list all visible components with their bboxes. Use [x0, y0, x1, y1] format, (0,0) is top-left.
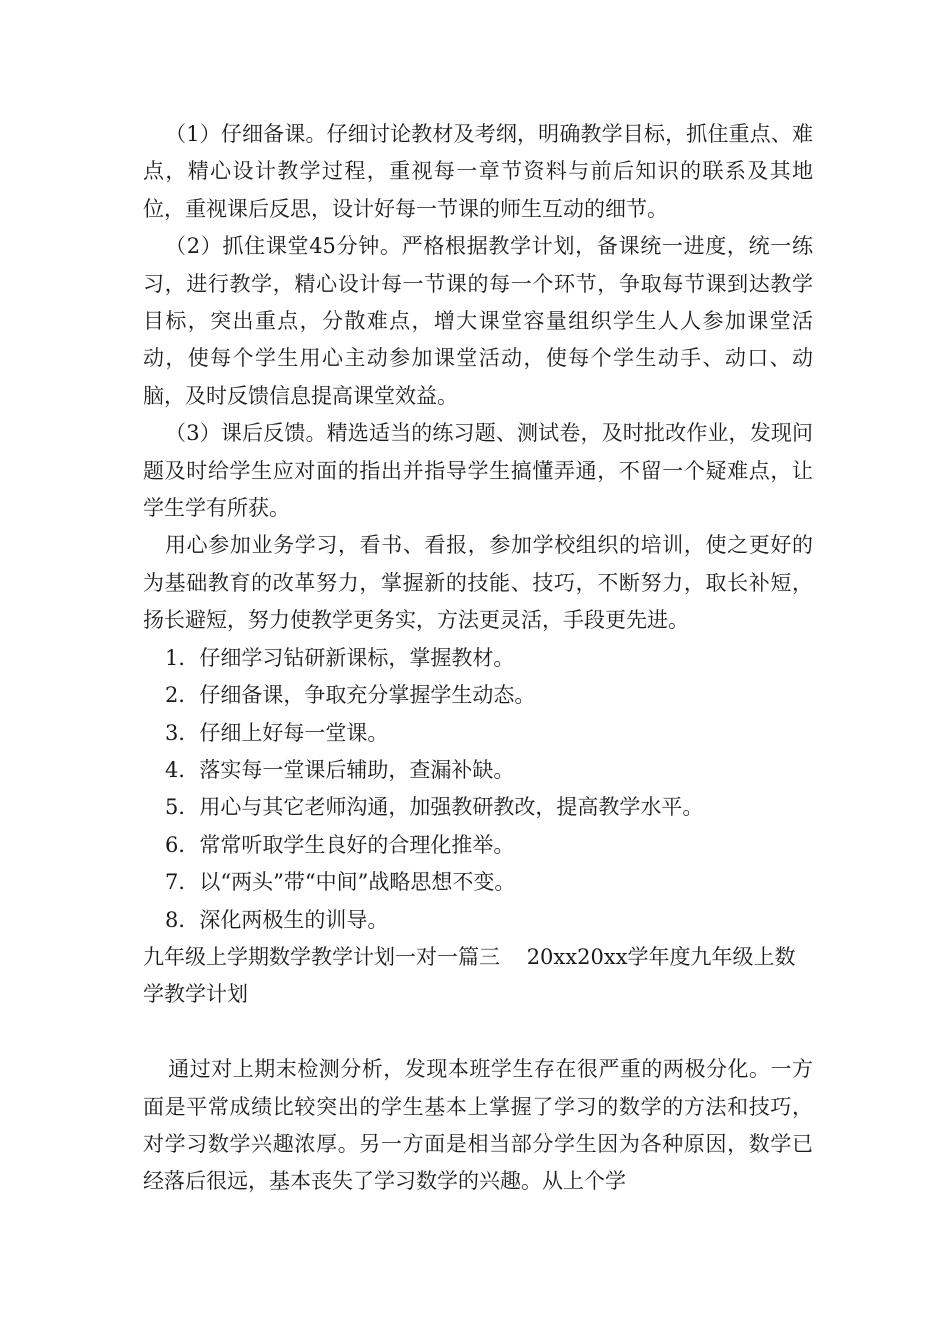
list-item	[143, 902, 813, 939]
list-text: 深化两极生的训导。	[199, 907, 389, 932]
list-item	[143, 677, 813, 714]
list-item	[143, 789, 813, 826]
list-number: 2．	[165, 683, 200, 708]
list-number: 7．	[165, 870, 200, 895]
list-number: 1．	[165, 645, 200, 670]
list-number: 4．	[165, 757, 200, 782]
list-item	[143, 640, 813, 677]
list-number: 5．	[165, 795, 200, 820]
section-heading: 九年级上学期数学教学计划一对一篇三 20xx20xx学年度九年级上数学教学计划	[143, 944, 796, 1007]
document-body	[143, 116, 813, 1201]
list-text: 以“两头”带“中间”战略思想不变。	[199, 870, 516, 895]
paragraph-intro: 通过对上期末检测分析，发现本班学生存在很严重的两极分化。一方面是平常成绩比较突出的学生基本上掌握了学习的数学的方法和技巧，对学习数学兴趣浓厚。另一方面是相当部分学生因为各种原因，数学已经落后很远，基本丧失了学习数学的兴趣。从上个学	[143, 1057, 813, 1194]
paragraph-preparation: （1）仔细备课。仔细讨论教材及考纲，明确教学目标，抓住重点、难点，精心设计教学过程，重视每一章节资料与前后知识的联系及其地位，重视课后反思，设计好每一节课的师生互动的细节。	[143, 122, 813, 221]
list-number: 8．	[165, 907, 200, 932]
list-text: 落实每一堂课后辅助，查漏补缺。	[199, 757, 515, 782]
list-item	[143, 827, 813, 864]
list-number: 3．	[165, 720, 200, 745]
list-item	[143, 752, 813, 789]
list-number: 6．	[165, 832, 200, 857]
list-text: 常常听取学生良好的合理化推举。	[199, 832, 515, 857]
paragraph-study: 用心参加业务学习，看书、看报，参加学校组织的培训，使之更好的为基础教育的改革努力，掌握新的技能、技巧，不断努力，取长补短，扬长避短，努力使教学更务实，方法更灵活，手段更先进。	[143, 533, 813, 633]
list-text: 仔细备课，争取充分掌握学生动态。	[199, 683, 536, 708]
blank-line	[143, 1014, 813, 1051]
list-text: 用心与其它老师沟通，加强教研教改，提高教学水平。	[199, 795, 704, 820]
list-text: 仔细学习钻研新课标，掌握教材。	[199, 645, 515, 670]
list-item	[143, 715, 813, 752]
list-item	[143, 864, 813, 901]
numbered-list	[143, 640, 813, 939]
list-text: 仔细上好每一堂课。	[199, 720, 389, 745]
paragraph-feedback: （3）课后反馈。精选适当的练习题、测试卷，及时批改作业，发现问题及时给学生应对面的指出并指导学生搞懂弄通，不留一个疑难点，让学生学有所获。	[143, 421, 813, 521]
paragraph-classroom: （2）抓住课堂45分钟。严格根据教学计划，备课统一进度，统一练习，进行教学，精心设计每一节课的每一个环节，争取每节课到达教学目标，突出重点，分散难点，增大课堂容量组织学生人人参加课堂活动，使每个学生用心主动参加课堂活动，使每个学生动手、动口、动脑，及时反馈信息提高课堂效益。	[143, 234, 813, 408]
